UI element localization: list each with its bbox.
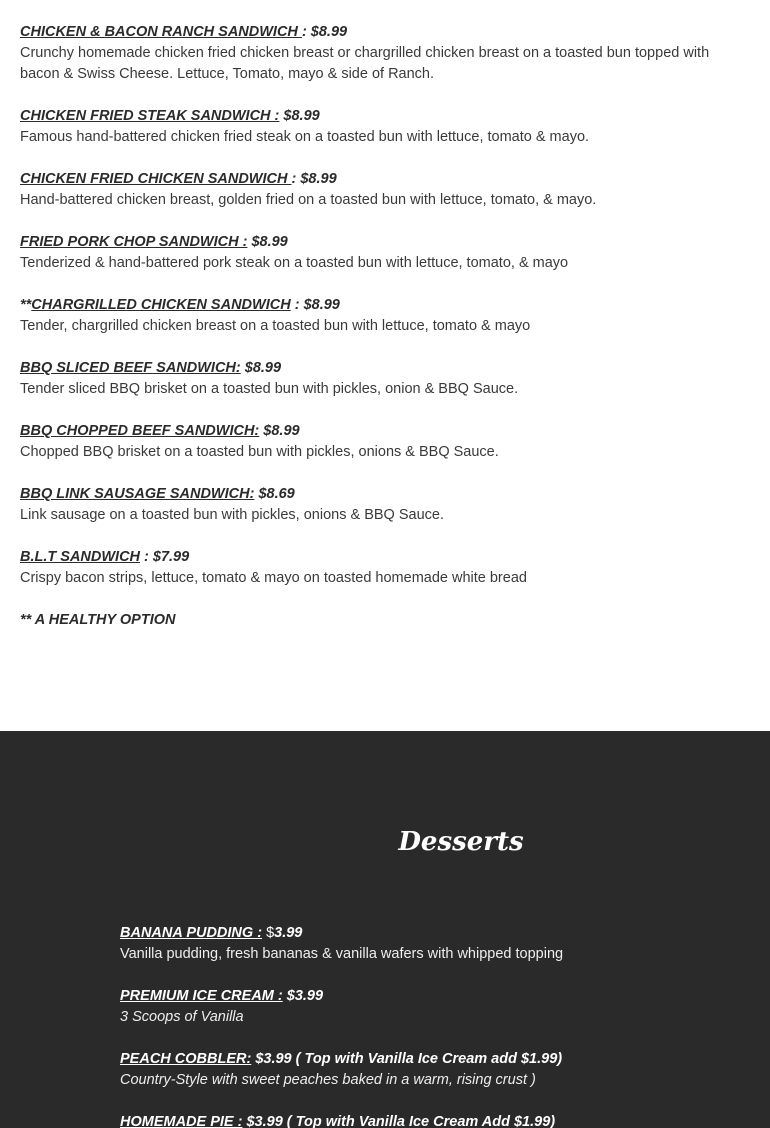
menu-item-name: BBQ CHOPPED BEEF SANDWICH: bbox=[20, 423, 260, 439]
menu-item-name: CHARGRILLED CHICKEN SANDWICH bbox=[31, 297, 291, 313]
menu-item-name: CHICKEN FRIED CHICKEN SANDWICH bbox=[20, 171, 292, 187]
healthy-option-note: ** A HEALTHY OPTION bbox=[20, 612, 176, 628]
menu-item-name: PEACH COBBLER: bbox=[120, 1051, 252, 1067]
menu-item-price: $8.99 bbox=[240, 360, 282, 376]
menu-item-name: CHICKEN & BACON RANCH SANDWICH bbox=[20, 24, 302, 40]
menu-item-title bbox=[20, 484, 720, 505]
menu-item-price: : $8.99 bbox=[290, 297, 340, 313]
menu-item-description: Country-Style with sweet peaches baked in a warm, rising crust ) bbox=[120, 1072, 536, 1088]
menu-item-description: Famous hand-battered chicken fried steak on a toasted bun with lettuce, tomato & mayo. bbox=[20, 129, 590, 145]
menu-item-name: HOMEMADE PIE : bbox=[120, 1114, 243, 1128]
menu-item-title bbox=[20, 169, 720, 190]
menu-item-name: FRIED PORK CHOP SANDWICH : bbox=[20, 234, 248, 250]
menu-item-name: CHICKEN FRIED STEAK SANDWICH : bbox=[20, 108, 280, 124]
menu-item-price: : $8.99 bbox=[291, 171, 337, 187]
menu-item-description: Tender sliced BBQ brisket on a toasted bun with pickles, onion & BBQ Sauce. bbox=[20, 381, 519, 397]
menu-item-description: Tender, chargrilled chicken breast on a toasted bun with lettuce, tomato & mayo bbox=[20, 318, 531, 334]
menu-item-description: Crunchy homemade chicken fried chicken breast or chargrilled chicken breast on a toasted bun topped with bacon & Swiss Cheese. Lettuce, Tomato, mayo & side of Ranch. bbox=[20, 45, 710, 82]
list-item bbox=[20, 22, 720, 85]
healthy-marker: ** bbox=[20, 297, 32, 313]
menu-item-title bbox=[20, 421, 720, 442]
menu-item-description: Hand-battered chicken breast, golden fried on a toasted bun with lettuce, tomato, & mayo. bbox=[20, 192, 597, 208]
menu-item-name: B.L.T SANDWICH bbox=[20, 549, 141, 565]
list-item bbox=[20, 547, 720, 589]
list-item bbox=[20, 295, 720, 337]
sandwich-list bbox=[20, 22, 720, 631]
menu-item-title bbox=[20, 22, 720, 43]
list-item bbox=[120, 1112, 760, 1128]
dessert-list bbox=[120, 923, 760, 1128]
list-item bbox=[20, 169, 720, 211]
menu-item-price: $8.99 bbox=[259, 423, 300, 439]
list-item bbox=[20, 106, 720, 148]
menu-item-price: $3.99 bbox=[282, 988, 324, 1004]
list-item bbox=[20, 421, 720, 463]
menu-item-title bbox=[20, 358, 720, 379]
menu-item-description: Vanilla pudding, fresh bananas & vanilla wafers with whipped topping bbox=[120, 946, 564, 962]
menu-item-price: $3.99 ( Top with Vanilla Ice Cream Add $1.99) bbox=[242, 1114, 556, 1128]
menu-item-title bbox=[120, 1112, 760, 1128]
menu-item-name: BANANA PUDDING : bbox=[120, 925, 263, 941]
menu-item-name: BBQ LINK SAUSAGE SANDWICH: bbox=[20, 486, 255, 502]
menu-item-title bbox=[120, 1049, 760, 1070]
menu-item-title bbox=[20, 232, 720, 253]
list-item bbox=[20, 358, 720, 400]
menu-item-price: : $7.99 bbox=[140, 549, 190, 565]
menu-item-price: $8.99 bbox=[247, 234, 288, 250]
list-item bbox=[120, 923, 760, 965]
menu-item-price: : $8.99 bbox=[301, 24, 348, 40]
menu-item-price: $3.99 ( Top with Vanilla Ice Cream add $1.99) bbox=[251, 1051, 563, 1067]
menu-item-title bbox=[20, 547, 720, 568]
menu-item-name: PREMIUM ICE CREAM : bbox=[120, 988, 283, 1004]
menu-item-title bbox=[20, 295, 720, 316]
menu-item-title bbox=[20, 106, 720, 127]
menu-item-description: Tenderized & hand-battered pork steak on a toasted bun with lettuce, tomato, & mayo bbox=[20, 255, 569, 271]
section-heading: Desserts bbox=[398, 827, 524, 857]
menu-item-title bbox=[120, 986, 760, 1007]
menu-item-name: BBQ SLICED BEEF SANDWICH: bbox=[20, 360, 241, 376]
desserts-section bbox=[0, 731, 770, 1128]
list-item bbox=[20, 484, 720, 526]
menu-item-description: Link sausage on a toasted bun with pickles, onions & BBQ Sauce. bbox=[20, 507, 444, 523]
menu-item-price: 3.99 bbox=[274, 925, 303, 941]
currency-symbol: $ bbox=[262, 925, 275, 941]
list-item bbox=[120, 986, 760, 1028]
menu-item-title bbox=[120, 923, 760, 944]
menu-item-price: $8.69 bbox=[254, 486, 295, 502]
menu-item-description: Crispy bacon strips, lettuce, tomato & mayo on toasted homemade white bread bbox=[20, 570, 527, 586]
menu-item-description: 3 Scoops of Vanilla bbox=[120, 1009, 244, 1025]
menu-item-price: $8.99 bbox=[279, 108, 320, 124]
list-item bbox=[20, 232, 720, 274]
list-item bbox=[120, 1049, 760, 1091]
menu-item-description: Chopped BBQ brisket on a toasted bun with pickles, onions & BBQ Sauce. bbox=[20, 444, 499, 460]
